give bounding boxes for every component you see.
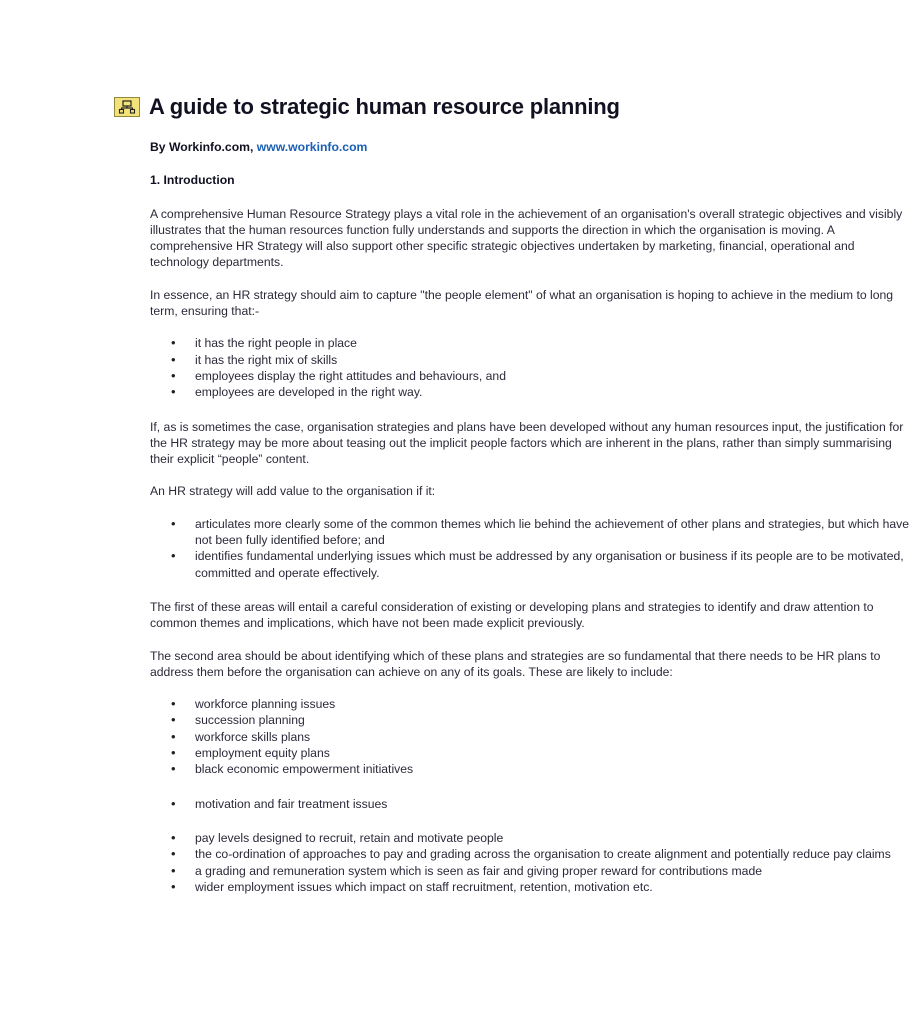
ensuring-list bbox=[150, 335, 910, 400]
list-item: • it has the right mix of skills bbox=[150, 352, 910, 368]
list-item: • employees are developed in the right way. bbox=[150, 384, 910, 400]
article-body bbox=[150, 139, 910, 911]
list-item: • wider employment issues which impact on staff recruitment, retention, motivation etc. bbox=[150, 879, 910, 895]
second-area-paragraph: The second area should be about identifying which of these plans and strategies are so fundamental that there needs to be HR plans to address them before the organisation can achieve on any of its goals. These are likely to include: bbox=[150, 648, 881, 679]
include-list-c bbox=[150, 830, 910, 895]
list-item: • employment equity plans bbox=[150, 745, 910, 761]
list-item: • identifies fundamental underlying issues which must be addressed by any organisation or business if its people are to be motivated, committed and operate effectively. bbox=[150, 548, 910, 581]
title-row bbox=[114, 94, 620, 120]
intro-paragraph: A comprehensive Human Resource Strategy plays a vital role in the achievement of an organisation's overall strategic objectives and visibly illustrates that the human resources function fully understands and supports the direction in which the organisation is moving. A comprehensive HR Strategy will also support other specific strategic objectives undertaken by marketing, financial, operational and technology departments. bbox=[150, 206, 903, 270]
list-item: • pay levels designed to recruit, retain and motivate people bbox=[150, 830, 910, 846]
include-list-b bbox=[150, 796, 910, 812]
list-item: • motivation and fair treatment issues bbox=[150, 796, 910, 812]
first-area-paragraph: The first of these areas will entail a careful consideration of existing or developing plans and strategies to identify and draw attention to common themes and implications, which have not been made explicit previously. bbox=[150, 599, 874, 631]
list-item: • the co-ordination of approaches to pay and grading across the organisation to create alignment and potentially reduce pay claims bbox=[150, 846, 910, 862]
workinfo-link[interactable]: www.workinfo.com bbox=[256, 140, 368, 154]
include-list-a bbox=[150, 696, 910, 777]
list-item: • succession planning bbox=[150, 712, 910, 728]
list-item: • workforce skills plans bbox=[150, 729, 910, 745]
add-value-list bbox=[150, 516, 910, 581]
list-item: • articulates more clearly some of the common themes which lie behind the achievement of other plans and strategies, but which have not been fully identified before; and bbox=[150, 516, 910, 549]
byline-prefix: By Workinfo.com, bbox=[150, 140, 257, 154]
list-item: • employees display the right attitudes and behaviours, and bbox=[150, 368, 910, 384]
page-title: A guide to strategic human resource planning bbox=[149, 94, 620, 119]
section-heading-introduction: 1. Introduction bbox=[150, 173, 235, 188]
list-item: • it has the right people in place bbox=[150, 335, 910, 351]
justification-paragraph: If, as is sometimes the case, organisation strategies and plans have been developed without any human resources input, the justification for the HR strategy may be more about teasing out the implicit people factors which are inherent in the plans, rather than simply summarising their explicit “people” content. bbox=[150, 419, 904, 467]
essence-paragraph: In essence, an HR strategy should aim to capture "the people element" of what an organisation is hoping to achieve in the medium to long term, ensuring that:- bbox=[150, 287, 894, 319]
list-item: • black economic empowerment initiatives bbox=[150, 761, 910, 777]
byline bbox=[150, 139, 910, 155]
document-icon bbox=[114, 97, 140, 117]
add-value-paragraph: An HR strategy will add value to the organisation if it: bbox=[150, 484, 436, 499]
list-item: • workforce planning issues bbox=[150, 696, 910, 712]
list-item: • a grading and remuneration system which is seen as fair and giving proper reward for contributions made bbox=[150, 863, 910, 879]
